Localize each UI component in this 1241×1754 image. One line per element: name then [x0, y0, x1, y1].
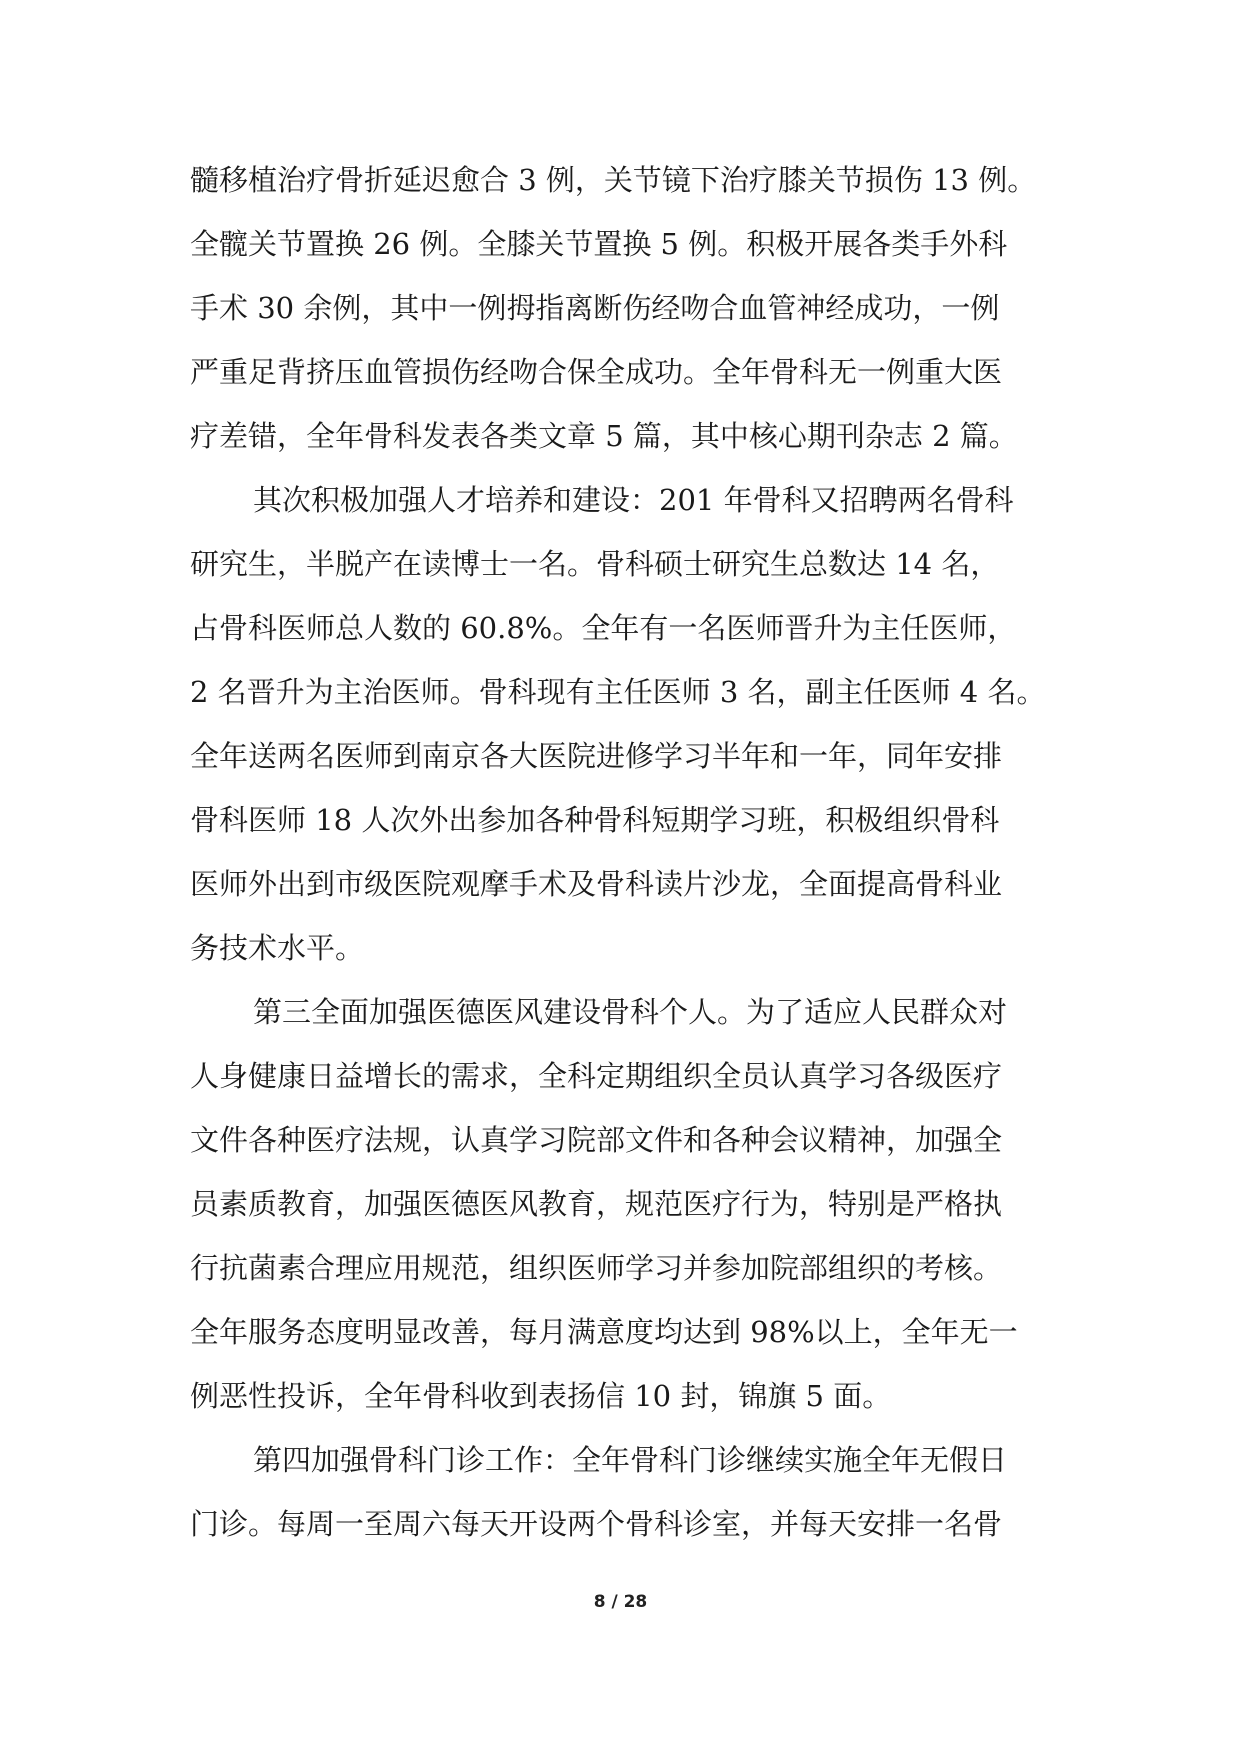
text-line: 全年送两名医师到南京各大医院进修学习半年和一年，同年安排	[190, 739, 1003, 773]
text-line: 严重足背挤压血管损伤经吻合保全成功。全年骨科无一例重大医	[190, 355, 1003, 389]
text-line: 占骨科医师总人数的 60.8%。全年有一名医师晋升为主任医师，	[190, 611, 1017, 645]
text-line: 行抗菌素合理应用规范，组织医师学习并参加院部组织的考核。	[190, 1251, 1003, 1285]
paragraph-first-line: 其次积极加强人才培养和建设：201 年骨科又招聘两名骨科	[253, 483, 1014, 517]
paragraph-first-line: 第三全面加强医德医风建设骨科个人。为了适应人民群众对	[253, 995, 1008, 1029]
text-line: 髓移植治疗骨折延迟愈合 3 例，关节镜下治疗膝关节损伤 13 例。	[190, 163, 1037, 197]
text-line: 人身健康日益增长的需求，全科定期组织全员认真学习各级医疗	[190, 1059, 1003, 1093]
text-line: 研究生，半脱产在读博士一名。骨科硕士研究生总数达 14 名，	[190, 547, 1000, 581]
paragraph-first-line: 第四加强骨科门诊工作：全年骨科门诊继续实施全年无假日	[253, 1443, 1008, 1477]
page-number: 8 / 28	[593, 1592, 648, 1612]
text-line: 员素质教育，加强医德医风教育，规范医疗行为，特别是严格执	[190, 1187, 1003, 1221]
text-line: 2 名晋升为主治医师。骨科现有主任医师 3 名，副主任医师 4 名。	[190, 675, 1046, 709]
text-line: 全年服务态度明显改善，每月满意度均达到 98%以上，全年无一	[190, 1315, 1018, 1349]
text-line: 门诊。每周一至周六每天开设两个骨科诊室，并每天安排一名骨	[190, 1507, 1003, 1541]
text-line: 疗差错，全年骨科发表各类文章 5 篇，其中核心期刊杂志 2 篇。	[190, 419, 1018, 453]
text-line: 例恶性投诉，全年骨科收到表扬信 10 封，锦旗 5 面。	[190, 1379, 892, 1413]
document-body	[190, 148, 1070, 1556]
text-line: 医师外出到市级医院观摩手术及骨科读片沙龙，全面提高骨科业	[190, 867, 1003, 901]
text-line: 务技术水平。	[190, 931, 365, 965]
text-line: 手术 30 余例，其中一例拇指离断伤经吻合血管神经成功，一例	[190, 291, 1000, 325]
text-line: 全髋关节置换 26 例。全膝关节置换 5 例。积极开展各类手外科	[190, 227, 1008, 261]
text-line: 骨科医师 18 人次外出参加各种骨科短期学习班，积极组织骨科	[190, 803, 1000, 837]
text-line: 文件各种医疗法规，认真学习院部文件和各种会议精神，加强全	[190, 1123, 1003, 1157]
